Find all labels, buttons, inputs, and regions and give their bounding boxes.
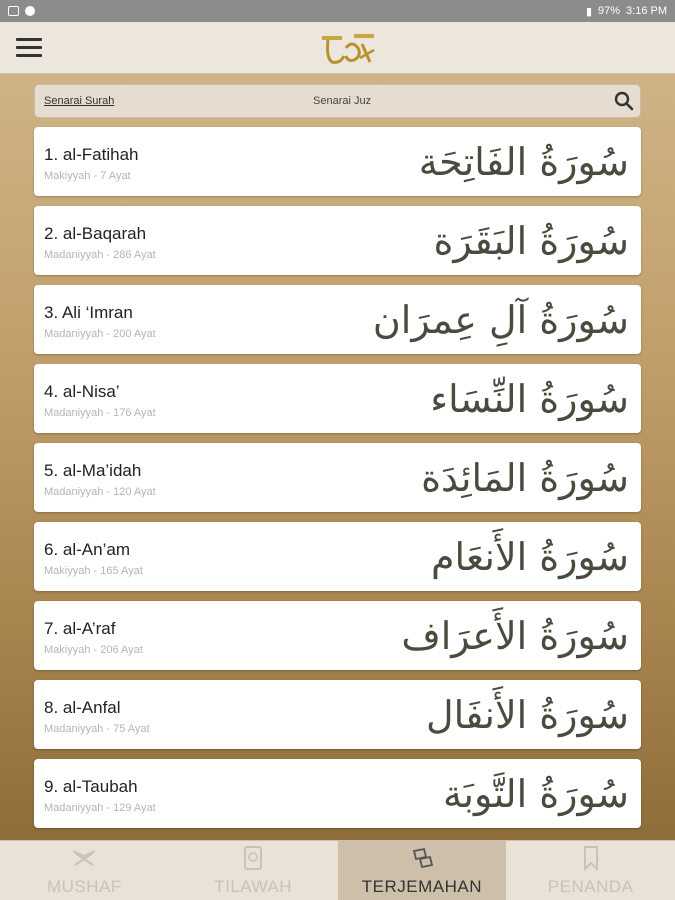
surah-calligraphy: سُورَةُ الفَاتِحَة bbox=[418, 140, 629, 184]
tab-penanda-label: PENANDA bbox=[547, 877, 634, 896]
hamburger-menu-icon[interactable] bbox=[16, 38, 42, 58]
surah-subtitle: Madaniyyah - 176 Ayat bbox=[44, 407, 156, 419]
quran-stand-icon bbox=[70, 845, 98, 871]
bottom-nav bbox=[0, 840, 675, 900]
bookmark-icon bbox=[577, 845, 605, 871]
tab-penanda[interactable] bbox=[506, 841, 675, 900]
status-left bbox=[8, 6, 35, 16]
surah-title: 4. al-Nisa’ bbox=[44, 382, 120, 401]
surah-subtitle: Makiyyah - 206 Ayat bbox=[44, 644, 143, 656]
tab-mushaf[interactable] bbox=[0, 841, 169, 900]
tab-terjemahan[interactable] bbox=[338, 841, 507, 900]
app-bar bbox=[0, 22, 675, 74]
list-item[interactable] bbox=[34, 759, 641, 828]
signal-icon: ▮ bbox=[585, 5, 592, 18]
list-item[interactable] bbox=[34, 443, 641, 512]
book-icon bbox=[239, 845, 267, 871]
surah-subtitle: Madaniyyah - 129 Ayat bbox=[44, 802, 156, 814]
surah-title: 1. al-Fatihah bbox=[44, 145, 139, 164]
surah-subtitle: Madaniyyah - 75 Ayat bbox=[44, 723, 150, 735]
surah-title: 8. al-Anfal bbox=[44, 698, 121, 717]
tab-tilawah[interactable] bbox=[169, 841, 338, 900]
surah-list bbox=[34, 127, 641, 838]
list-item[interactable] bbox=[34, 601, 641, 670]
list-item[interactable] bbox=[34, 364, 641, 433]
tab-senarai-surah[interactable]: Senarai Surah bbox=[44, 95, 115, 107]
surah-subtitle: Makiyyah - 7 Ayat bbox=[44, 170, 131, 182]
surah-title: 7. al-A’raf bbox=[44, 619, 116, 638]
surah-calligraphy: سُورَةُ الأَنعَام bbox=[430, 535, 629, 579]
status-bar bbox=[0, 0, 675, 22]
list-item[interactable] bbox=[34, 127, 641, 196]
surah-subtitle: Madaniyyah - 120 Ayat bbox=[44, 486, 156, 498]
battery-level: 97% bbox=[598, 5, 621, 17]
surah-title: 5. al-Ma’idah bbox=[44, 461, 142, 480]
list-item[interactable] bbox=[34, 285, 641, 354]
tab-terjemahan-label: TERJEMAHAN bbox=[361, 877, 482, 896]
surah-calligraphy: سُورَةُ آلِ عِمرَان bbox=[372, 298, 629, 342]
tab-mushaf-label: MUSHAF bbox=[46, 877, 122, 896]
messenger-icon bbox=[25, 6, 35, 16]
surah-calligraphy: سُورَةُ البَقَرَة bbox=[433, 219, 629, 263]
surah-title: 6. al-An’am bbox=[44, 540, 130, 559]
surah-subtitle: Madaniyyah - 200 Ayat bbox=[44, 328, 156, 340]
surah-subtitle: Madaniyyah - 286 Ayat bbox=[44, 249, 156, 261]
surah-title: 3. Ali ‘Imran bbox=[44, 303, 133, 322]
list-item[interactable] bbox=[34, 522, 641, 591]
translate-icon bbox=[408, 845, 436, 871]
surah-calligraphy: سُورَةُ الأَعرَاف bbox=[401, 614, 629, 658]
status-right bbox=[586, 5, 667, 18]
surah-calligraphy: سُورَةُ النِّسَاء bbox=[430, 377, 629, 421]
surah-calligraphy: سُورَةُ المَائِدَة bbox=[421, 456, 629, 500]
search-icon[interactable] bbox=[614, 91, 634, 111]
surah-title: 9. al-Taubah bbox=[44, 777, 138, 796]
app-logo-icon bbox=[318, 28, 378, 68]
main-content bbox=[0, 74, 675, 840]
list-item[interactable] bbox=[34, 680, 641, 749]
tab-tilawah-label: TILAWAH bbox=[214, 877, 293, 896]
surah-subtitle: Makiyyah - 165 Ayat bbox=[44, 565, 143, 577]
list-item[interactable] bbox=[34, 206, 641, 275]
surah-title: 2. al-Baqarah bbox=[44, 224, 147, 243]
tab-senarai-juz[interactable]: Senarai Juz bbox=[313, 95, 372, 107]
list-mode-bar bbox=[34, 84, 641, 118]
clock: 3:16 PM bbox=[626, 5, 667, 17]
gallery-icon bbox=[8, 6, 19, 16]
surah-calligraphy: سُورَةُ الأَنفَال bbox=[425, 693, 629, 737]
surah-calligraphy: سُورَةُ التَّوبَة bbox=[443, 772, 629, 816]
